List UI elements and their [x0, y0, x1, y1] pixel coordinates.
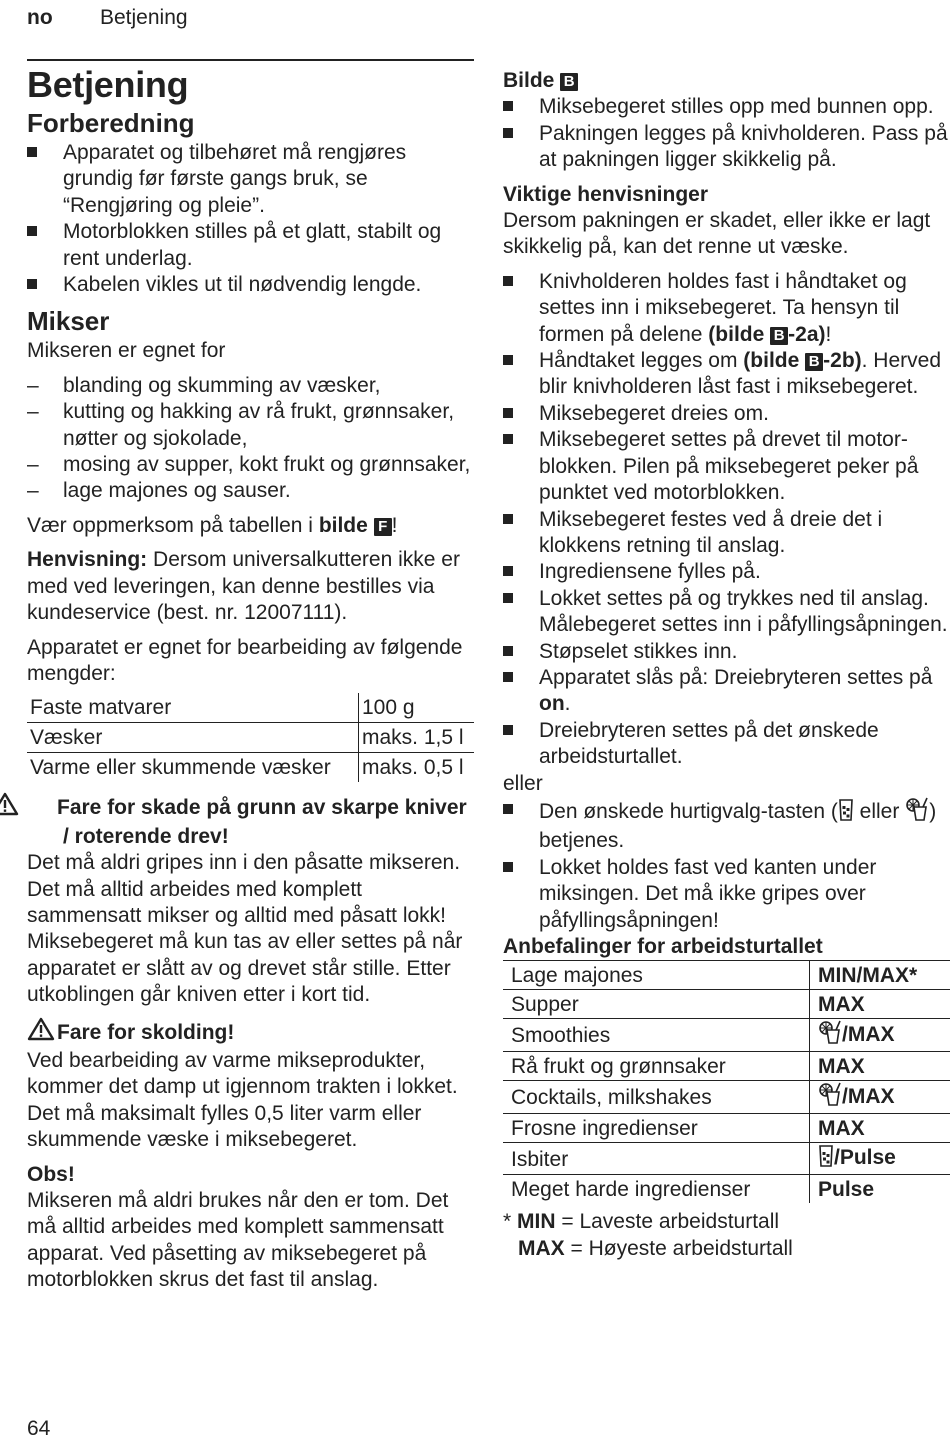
list-item: Ingrediensene fylles på. [503, 559, 950, 585]
dash-marker: – [27, 479, 39, 503]
bullet-icon [503, 586, 533, 612]
list-item: Dreiebryteren settes på det ønskede arbeidsturtallet. [503, 718, 950, 771]
dash-marker: – [27, 453, 39, 477]
dash-marker: – [27, 400, 39, 424]
page-title: Betjening [27, 64, 189, 105]
list-item: Pakningen legges på knivholderen. Pass på at pakningen ligger skikkelig på. [503, 121, 950, 174]
page-number: 64 [27, 1417, 51, 1440]
list-item: – kutting og hakking av rå frukt, grønnsaker, nøtter og sjokolade, [27, 400, 455, 450]
prep-heading: Forberedning [27, 108, 195, 138]
list-item: Knivholderen holdes fast i håndtaket og settes inn i miksebegeret. Ta hensyn til formen på delene (bilde B -2a)! [503, 269, 950, 348]
table-row: Rå frukt og grønnsaker MAX [503, 1052, 950, 1081]
list-item: Apparatet slås på: Dreiebryteren settes på on. [503, 665, 950, 718]
warning-triangle-icon [27, 792, 57, 823]
ice-icon [818, 1145, 834, 1174]
amount-intro: Apparatet er egnet for bearbeiding av følgende mengder: [27, 635, 463, 685]
footnote-max: MAX = Høyeste arbeidsturtall [518, 1236, 793, 1260]
prep-list [27, 140, 477, 298]
bullet-icon [503, 121, 533, 147]
header-divider [27, 59, 474, 61]
bullet-icon [503, 507, 533, 533]
bullet-icon [503, 559, 533, 585]
caution-heading: Obs! [27, 1162, 75, 1186]
list-item: – lage majones og sauser. [27, 478, 477, 504]
bullet-icon [503, 855, 533, 881]
figure-box-b: B [805, 353, 823, 371]
note-paragraph: Henvisning: Dersom universalkutteren ikke er med ved leveringen, kan denne bestilles via kundeservice (best. nr. 12007111). [27, 548, 460, 625]
bullet-icon [503, 348, 533, 374]
figure-box-b: B [770, 327, 788, 345]
figure-box-b: B [560, 73, 578, 91]
mixer-intro: Mikseren er egnet for [27, 339, 226, 363]
warning-triangle-icon [27, 1017, 57, 1048]
table-row: Isbiter /Pulse [503, 1143, 950, 1175]
list-item: Miksebegeret festes ved å dreie det i klokkens retning til anslag. [503, 507, 950, 560]
table-row: Smoothies /MAX [503, 1019, 950, 1052]
warning-text-blades: Det må aldri gripes inn i den påsatte mikseren. Det må alltid arbeides med komplett sammensatt mikser og alltid med påsatt lokk! Miksebegeret må kun tas av eller settes på når apparatet er slått av og drevet står stille. Etter utkoblingen går kniven etter i kort tid. [27, 851, 463, 1007]
steps-list [503, 269, 950, 771]
caution-text: Mikseren må aldri brukes når den er tom. Det må alltid arbeides med komplett sammensatt apparat. Ved påsetting av miksebegeret på motorblokken skrus det fast til anslag. [27, 1189, 449, 1292]
bullet-icon [503, 639, 533, 665]
warning-heading-blades: Fare for skade på grunn av skarpe kniver / roterende drev! [27, 792, 477, 850]
list-item: Håndtaket legges om (bilde B -2b). Herved blir knivholderen låst fast i miksebegeret. [503, 348, 950, 401]
bullet-icon [503, 427, 533, 453]
list-item: Miksebegeret settes på drevet til motorblokken. Pilen på miksebegeret peker på punktet ved motorblokken. [503, 427, 950, 506]
list-item: – mosing av supper, kokt frukt og grønnsaker, [27, 452, 477, 478]
list-item: Den ønskede hurtigvalg-tasten ( eller ) betjenes. [503, 797, 950, 855]
figure-heading: Bilde B [503, 68, 950, 94]
smoothie-icon [818, 1020, 842, 1051]
bullet-icon [27, 140, 57, 166]
amounts-table [27, 693, 474, 782]
ice-icon [838, 799, 854, 828]
speed-recommendation-table [503, 960, 950, 1203]
table-row: Varme eller skummende væsker maks. 0,5 l [27, 753, 474, 783]
or-text: eller [503, 771, 543, 795]
bullet-icon [27, 272, 57, 298]
table-row: Cocktails, milkshakes /MAX [503, 1081, 950, 1114]
bullet-icon [27, 219, 57, 245]
right-column [503, 68, 950, 1262]
bullet-icon [503, 94, 533, 120]
mixer-uses-list [27, 373, 477, 505]
list-item: Lokket holdes fast ved kanten under miksingen. Det må ikke gripes over påfyllingsåpningen! [503, 855, 950, 934]
warning-heading-scald: Fare for skolding! [27, 1017, 477, 1048]
list-item: Kabelen vikles ut til nødvendig lengde. [27, 272, 477, 298]
bullet-icon [503, 665, 533, 691]
list-item: Støpselet stikkes inn. [503, 639, 950, 665]
list-item: – blanding og skumming av væsker, [27, 373, 477, 399]
bullet-icon [503, 269, 533, 295]
table-row: Meget harde ingredienser Pulse [503, 1175, 950, 1204]
recommendations-heading: Anbefalinger for arbeidsturtallet [503, 935, 823, 958]
table-row: Faste matvarer 100 g [27, 693, 474, 723]
bullet-icon [503, 797, 533, 823]
dash-marker: – [27, 373, 39, 397]
header-section-title: Betjening [100, 6, 188, 29]
footnote-min: * MIN = Laveste arbeidsturtall [503, 1210, 780, 1234]
smoothie-icon [818, 1082, 842, 1113]
important-heading: Viktige henvisninger [503, 182, 709, 206]
important-text: Dersom pakningen er skadet, eller ikke er lagt skikkelig på, kan det renne ut væske. [503, 209, 931, 259]
table-row: Supper MAX [503, 990, 950, 1019]
figure-box-f: F [374, 518, 392, 536]
list-item: Lokket settes på og trykkes ned til anslag. Målebegeret settes inn i påfyllingsåpningen. [503, 586, 950, 639]
table-reference: Vær oppmerksom på tabellen i bilde F ! [27, 513, 398, 537]
list-item: Miksebegeret stilles opp med bunnen opp. [503, 94, 950, 120]
smoothie-icon [905, 797, 929, 828]
table-row: Frosne ingredienser MAX [503, 1114, 950, 1143]
table-row: Væsker maks. 1,5 l [27, 723, 474, 753]
bullet-icon [503, 718, 533, 744]
list-item: Motorblokken stilles på et glatt, stabilt og rent underlag. [27, 219, 477, 272]
warning-text-scald: Ved bearbeiding av varme mikseprodukter, kommer det damp ut igjennom trakten i lokket. Det må maksimalt fylles 0,5 liter varm eller skummende væske i miksebegeret. [27, 1048, 458, 1152]
language-code: no [27, 6, 53, 29]
list-item: Apparatet og tilbehøret må rengjøres grundig før første gangs bruk, se “Rengjøring og pleie”. [27, 140, 477, 219]
list-item: Miksebegeret dreies om. [503, 401, 950, 427]
table-row: Lage majones MIN/MAX* [503, 961, 950, 990]
bullet-icon [503, 401, 533, 427]
left-column [27, 64, 477, 1294]
mixer-heading: Mikser [27, 306, 110, 337]
